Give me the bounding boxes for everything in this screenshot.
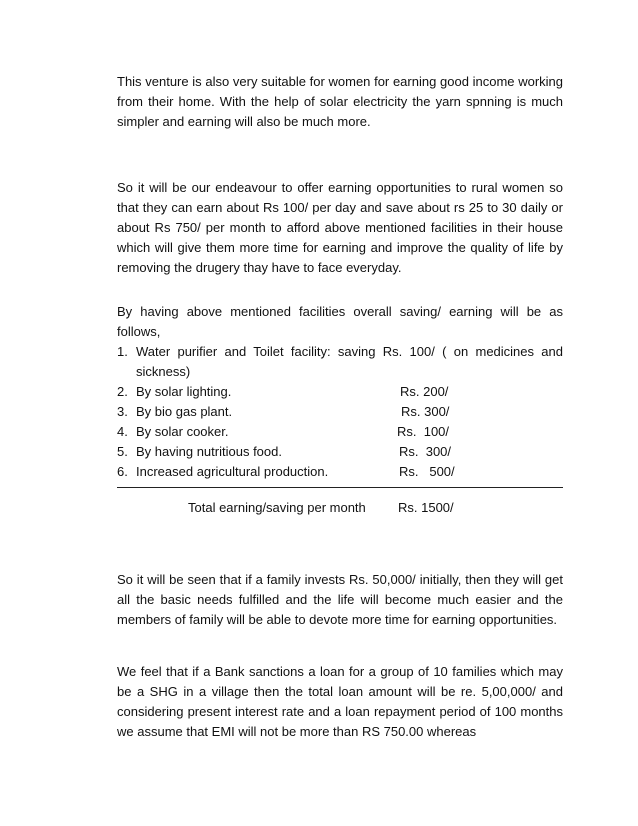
item-continuation: sickness) bbox=[136, 364, 191, 379]
item-number: 5. bbox=[117, 444, 128, 459]
savings-item bbox=[117, 382, 563, 402]
item-number: 2. bbox=[117, 384, 128, 399]
item-amount: Rs. 500/ bbox=[399, 464, 455, 479]
paragraph-savings-intro: By having above mentioned facilities overall saving/ earning will be as follows, bbox=[117, 304, 563, 339]
savings-item bbox=[117, 462, 563, 482]
item-amount: Rs. 100/ bbox=[397, 424, 450, 439]
item-number: 6. bbox=[117, 464, 128, 479]
savings-item bbox=[117, 342, 563, 362]
total-divider bbox=[117, 487, 563, 488]
paragraph-venture: This venture is also very suitable for women for earning good income working from their home. With the help of solar electricity the yarn spnning is much simpler and earning will also be much more. bbox=[117, 74, 563, 129]
item-text: By solar lighting. bbox=[136, 384, 232, 399]
savings-item bbox=[117, 442, 563, 462]
total-label: Total earning/saving per month bbox=[188, 500, 366, 515]
item-amount: Rs. 300/ bbox=[399, 444, 452, 459]
paragraph-bank-loan: We feel that if a Bank sanctions a loan for a group of 10 families which may be a SHG in a village then the total loan amount will be re. 5,00,000/ and considering present interest rate and a loan repayment period of 100 months we assume that EMI will not be more than RS 750.00 whereas bbox=[117, 664, 571, 739]
item-amount: Rs. 300/ bbox=[401, 404, 450, 419]
item-number: 1. bbox=[117, 344, 128, 359]
item-number: 3. bbox=[117, 404, 128, 419]
item-text: Water purifier and Toilet facility: saving Rs. 100/ ( on medicines and bbox=[136, 344, 563, 359]
paragraph-endeavour: So it will be our endeavour to offer earning opportunities to rural women so that they can earn about Rs 100/ per day and save about rs 25 to 30 daily or about Rs 750/ per month to afford above mentioned facilities in their house which will give them more time for earning and improve the quality of life by removing the drugery thay have to face everyday. bbox=[117, 180, 563, 275]
savings-item bbox=[117, 422, 563, 442]
item-text: By bio gas plant. bbox=[136, 404, 233, 419]
item-number: 4. bbox=[117, 424, 128, 439]
total-amount: Rs. 1500/ bbox=[398, 500, 454, 515]
savings-item bbox=[117, 402, 563, 422]
item-text: By having nutritious food. bbox=[136, 444, 282, 459]
item-amount: Rs. 200/ bbox=[400, 384, 449, 399]
paragraph-investment: So it will be seen that if a family invests Rs. 50,000/ initially, then they will get all the basic needs fulfilled and the life will become much easier and the members of family will be able to devote more time for earning opportunities. bbox=[117, 572, 574, 627]
item-text: By solar cooker. bbox=[136, 424, 229, 439]
item-text: Increased agricultural production. bbox=[136, 464, 329, 479]
